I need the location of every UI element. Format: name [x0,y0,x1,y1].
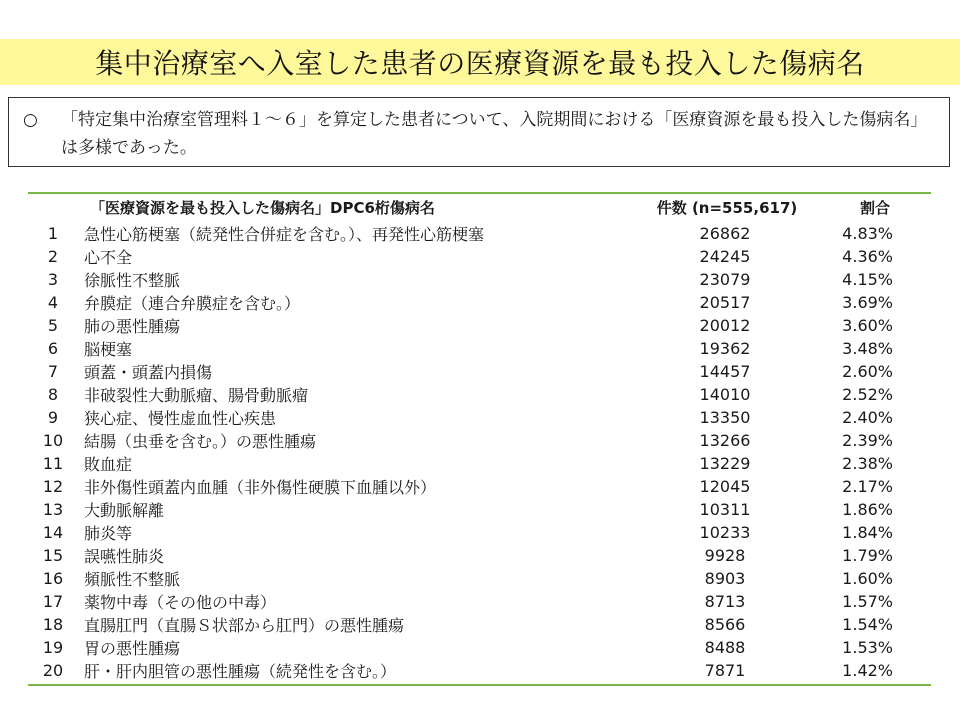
rank-cell: 3 [47,270,59,289]
header-count: 件数 (n=555,617) [656,198,798,217]
diagnosis-name-cell: 頻脈性不整脈 [84,570,181,589]
diagnosis-name-cell: 脳梗塞 [84,340,133,359]
percentage-cell: 1.57% [842,592,893,611]
percentage-cell: 1.86% [842,500,893,519]
table-row [28,521,931,544]
count-cell: 12045 [699,477,751,496]
percentage-cell: 2.40% [842,408,893,427]
rank-cell: 14 [42,523,64,542]
diagnosis-name-cell: 胃の悪性腫瘍 [84,639,181,658]
table-row [28,337,931,360]
rank-cell: 8 [47,385,59,404]
percentage-cell: 1.42% [842,661,893,680]
diagnosis-name-cell: 大動脈解離 [84,501,165,520]
diagnosis-name-cell: 誤嚥性肺炎 [84,547,165,566]
count-cell: 10233 [699,523,751,542]
count-cell: 24245 [699,247,751,266]
percentage-cell: 2.52% [842,385,893,404]
table-row [28,475,931,498]
count-cell: 20012 [699,316,751,335]
rank-cell: 11 [42,454,64,473]
table-row [28,222,931,245]
diagnosis-table [28,192,931,686]
count-cell: 26862 [699,224,751,243]
percentage-cell: 3.69% [842,293,893,312]
count-cell: 13266 [699,431,751,450]
diagnosis-name-cell: 直腸肛門（直腸Ｓ状部から肛門）の悪性腫瘍 [84,616,405,635]
table-row [28,659,931,682]
count-cell: 23079 [699,270,751,289]
percentage-cell: 1.79% [842,546,893,565]
rank-cell: 18 [42,615,64,634]
header-percentage: 割合 [859,198,890,217]
diagnosis-name-cell: 急性心筋梗塞（続発性合併症を含む。）、再発性心筋梗塞 [84,225,485,244]
count-cell: 8488 [704,638,746,657]
summary-note [23,106,939,162]
rank-cell: 13 [42,500,64,519]
title-banner [0,39,960,85]
count-cell: 8566 [704,615,746,634]
rank-cell: 7 [47,362,59,381]
count-cell: 14457 [699,362,751,381]
rank-cell: 4 [47,293,59,312]
diagnosis-name-cell: 肺炎等 [84,524,133,543]
table-row [28,636,931,659]
diagnosis-name-cell: 肝・肝内胆管の悪性腫瘍（続発性を含む。） [84,662,397,681]
table-row [28,245,931,268]
rank-cell: 16 [42,569,64,588]
table-body [28,220,931,684]
diagnosis-name-cell: 肺の悪性腫瘍 [84,317,181,336]
percentage-cell: 4.83% [842,224,893,243]
table-row [28,498,931,521]
rank-cell: 2 [47,247,59,266]
table-row [28,268,931,291]
rank-cell: 15 [42,546,64,565]
rank-cell: 20 [42,661,64,680]
table-row [28,544,931,567]
table-row [28,291,931,314]
rank-cell: 12 [42,477,64,496]
percentage-cell: 2.17% [842,477,893,496]
count-cell: 7871 [704,661,746,680]
table-row [28,452,931,475]
diagnosis-name-cell: 徐脈性不整脈 [84,271,181,290]
diagnosis-name-cell: 敗血症 [84,455,133,474]
rank-cell: 17 [42,592,64,611]
header-diagnosis-name: 「医療資源を最も投入した傷病名」DPC6桁傷病名 [90,198,435,217]
diagnosis-name-cell: 非外傷性頭蓋内血腫（非外傷性硬膜下血腫以外） [84,478,437,497]
percentage-cell: 1.53% [842,638,893,657]
table-row [28,406,931,429]
count-cell: 13350 [699,408,751,427]
percentage-cell: 1.84% [842,523,893,542]
table-row [28,567,931,590]
count-cell: 8713 [704,592,746,611]
rank-cell: 1 [47,224,59,243]
diagnosis-name-cell: 狭心症、慢性虚血性心疾患 [84,409,277,428]
percentage-cell: 4.36% [842,247,893,266]
diagnosis-name-cell: 非破裂性大動脈瘤、腸骨動脈瘤 [84,386,309,405]
table-row [28,613,931,636]
table-bottom-rule [28,684,931,686]
percentage-cell: 2.39% [842,431,893,450]
count-cell: 20517 [699,293,751,312]
percentage-cell: 2.60% [842,362,893,381]
page-title: 集中治療室へ入室した患者の医療資源を最も投入した傷病名 [95,47,865,80]
count-cell: 19362 [699,339,751,358]
percentage-cell: 2.38% [842,454,893,473]
diagnosis-name-cell: 頭蓋・頭蓋内損傷 [84,363,213,382]
table-row [28,429,931,452]
count-cell: 14010 [699,385,751,404]
rank-cell: 6 [47,339,59,358]
summary-note-text: 「特定集中治療室管理料１～６」を算定した患者について、入院期間における「医療資源を最も投入した傷病名」は多様であった。 [61,110,928,158]
percentage-cell: 4.15% [842,270,893,289]
rank-cell: 5 [47,316,59,335]
count-cell: 13229 [699,454,751,473]
diagnosis-name-cell: 弁膜症（連合弁膜症を含む。） [84,294,301,313]
table-header [28,194,931,220]
count-cell: 10311 [699,500,751,519]
diagnosis-name-cell: 結腸（虫垂を含む。）の悪性腫瘍 [84,432,317,451]
rank-cell: 10 [42,431,64,450]
percentage-cell: 3.60% [842,316,893,335]
circle-bullet-icon: ○ [23,110,38,130]
count-cell: 9928 [704,546,746,565]
percentage-cell: 3.48% [842,339,893,358]
table-row [28,360,931,383]
diagnosis-name-cell: 薬物中毒（その他の中毒） [84,593,277,612]
summary-note-box [8,97,950,167]
percentage-cell: 1.60% [842,569,893,588]
percentage-cell: 1.54% [842,615,893,634]
table-row [28,314,931,337]
table-row [28,590,931,613]
rank-cell: 9 [47,408,59,427]
diagnosis-name-cell: 心不全 [84,248,133,267]
table-row [28,383,931,406]
rank-cell: 19 [42,638,64,657]
count-cell: 8903 [704,569,746,588]
